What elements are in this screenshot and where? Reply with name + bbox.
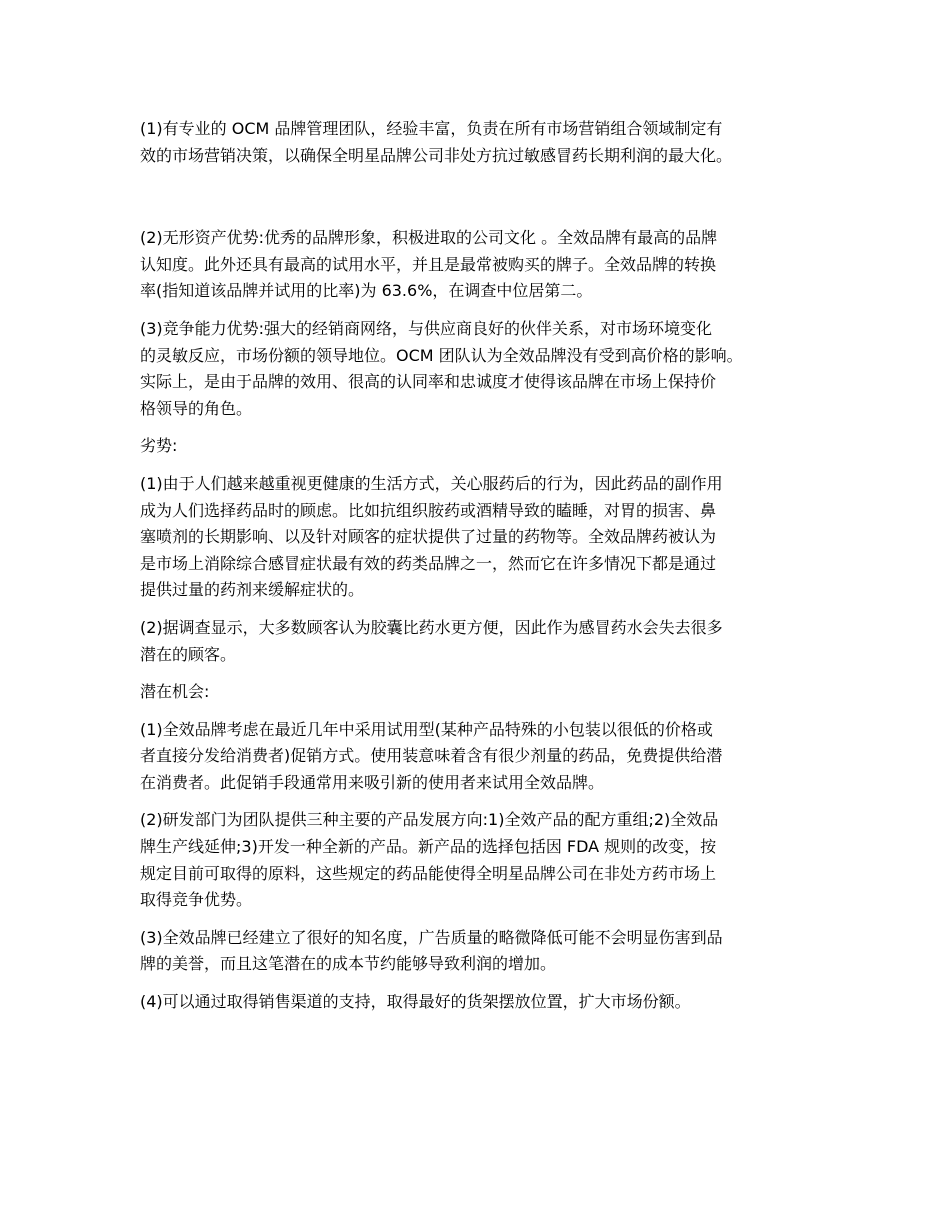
text-line: (4)可以通过取得销售渠道的支持，取得最好的货架摆放位置，扩大市场份额。 <box>140 992 691 1012</box>
heading-opportunities <box>140 679 820 706</box>
paragraph-strength-1 <box>140 116 820 169</box>
text-line: (3)全效品牌已经建立了很好的知名度，广告质量的略微降低可能不会明显伤害到品 <box>140 927 723 947</box>
text-line: 提供过量的药剂来缓解症状的。 <box>140 580 365 600</box>
text-line: (2)研发部门为团队提供三种主要的产品发展方向:1)全效产品的配方重组;2)全效品 <box>140 810 719 830</box>
text-line: (2)据调查显示，大多数顾客认为胶囊比药水更方便，因此作为感冒药水会失去很多 <box>140 617 723 637</box>
text-line: 率(指知道该品牌并试用的比率)为 63.6%，在调查中位居第二。 <box>140 281 593 301</box>
text-line: 取得竞争优势。 <box>140 890 253 910</box>
text-line: 在消费者。此促销手段通常用来吸引新的使用者来试用全效品牌。 <box>140 772 605 792</box>
section-heading: 潜在机会: <box>140 682 210 702</box>
paragraph-opportunity-3 <box>140 925 820 978</box>
text-line: 牌生产线延伸;3)开发一种全新的产品。新产品的选择包括因 FDA 规则的改变，按 <box>140 837 717 857</box>
text-line: 规定目前可取得的原料，这些规定的药品能使得全明星品牌公司在非处方药市场上 <box>140 863 717 883</box>
text-line: 塞喷剂的长期影响、以及针对顾客的症状提供了过量的药物等。全效品牌药被认为 <box>140 527 717 547</box>
text-line: 者直接分发给消费者)促销方式。使用装意味着含有很少剂量的药品，免费提供给潜 <box>140 746 723 766</box>
paragraph-weakness-2 <box>140 615 820 668</box>
text-line: 认知度。此外还具有最高的试用水平，并且是最常被购买的牌子。全效品牌的转换 <box>140 254 717 274</box>
text-line: (1)由于人们越来越重视更健康的生活方式，关心服药后的行为，因此药品的副作用 <box>140 473 723 493</box>
paragraph-weakness-1 <box>140 471 820 604</box>
text-line: 实际上，是由于品牌的效用、很高的认同率和忠诚度才使得该品牌在市场上保持价 <box>140 372 717 392</box>
text-line: 的灵敏反应，市场份额的领导地位。OCM 团队认为全效品牌没有受到高价格的影响。 <box>140 345 743 365</box>
text-line: (1)全效品牌考虑在最近几年中采用试用型(某种产品特殊的小包装以很低的价格或 <box>140 719 713 739</box>
text-line: (2)无形资产优势:优秀的品牌形象，积极进取的公司文化 。全效品牌有最高的品牌 <box>140 228 718 248</box>
text-line: 是市场上消除综合感冒症状最有效的药类品牌之一，然而它在许多情况下都是通过 <box>140 553 717 573</box>
paragraph-strength-2 <box>140 225 820 305</box>
paragraph-opportunity-2 <box>140 807 820 913</box>
text-line: 牌的美誉，而且这笔潜在的成本节约能够导致利润的增加。 <box>140 954 557 974</box>
text-line: 成为人们选择药品时的顾虑。比如抗组织胺药或酒精导致的瞌睡，对胃的损害、鼻 <box>140 500 717 520</box>
text-line: (3)竞争能力优势:强大的经销商网络，与供应商良好的伙伴关系，对市场环境变化 <box>140 318 713 338</box>
text-line: 潜在的顾客。 <box>140 644 237 664</box>
section-heading: 劣势: <box>140 436 178 456</box>
text-line: 格领导的角色。 <box>140 398 253 418</box>
document-body <box>140 116 820 1016</box>
paragraph-opportunity-1 <box>140 717 820 797</box>
paragraph-opportunity-4 <box>140 989 820 1016</box>
text-line: 效的市场营销决策，以确保全明星品牌公司非处方抗过敏感冒药长期利润的最大化。 <box>140 145 733 165</box>
heading-weaknesses <box>140 433 820 460</box>
text-line: (1)有专业的 OCM 品牌管理团队，经验丰富，负责在所有市场营销组合领域制定有 <box>140 119 723 138</box>
paragraph-strength-3 <box>140 316 820 422</box>
